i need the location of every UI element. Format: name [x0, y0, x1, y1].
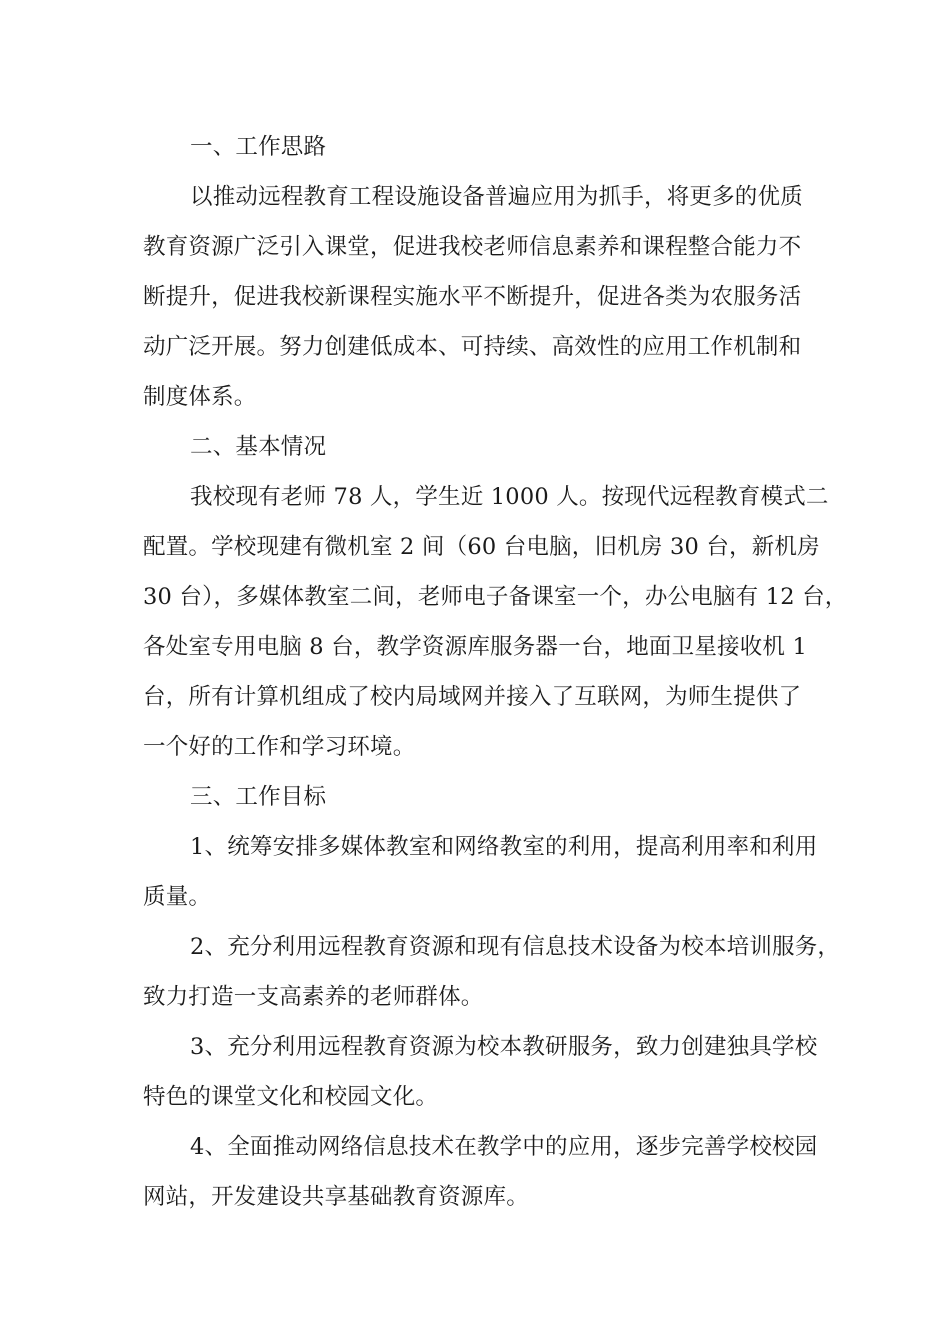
paragraph-line: 30 台），多媒体教室二间，老师电子备课室一个，办公电脑有 12 台，	[143, 584, 848, 610]
goal-item-1	[143, 822, 818, 922]
paragraph-line: 我校现有老师 78 人，学生近 1000 人。按现代远程教育模式二	[190, 484, 829, 510]
paragraph-line: 各处室专用电脑 8 台，教学资源库服务器一台，地面卫星接收机 1	[143, 634, 807, 660]
paragraph-1-1	[143, 172, 813, 422]
paragraph-line: 一个好的工作和学习环境。	[143, 734, 416, 760]
section-heading-3: 三、工作目标	[190, 784, 327, 810]
paragraph-line: 3、充分利用远程教育资源为校本教研服务，致力创建独具学校	[190, 1034, 818, 1060]
paragraph-line: 动广泛开展。努力创建低成本、可持续、高效性的应用工作机制和	[143, 334, 802, 360]
section-heading-1: 一、工作思路	[190, 134, 327, 160]
paragraph-line: 2、充分利用远程教育资源和现有信息技术设备为校本培训服务，	[190, 934, 841, 960]
paragraph-line: 教育资源广泛引入课堂，促进我校老师信息素养和课程整合能力不	[143, 234, 802, 260]
goal-item-4	[143, 1122, 818, 1222]
paragraph-line: 制度体系。	[143, 384, 257, 410]
paragraph-line: 台，所有计算机组成了校内局域网并接入了互联网，为师生提供了	[143, 684, 802, 710]
paragraph-line: 4、全面推动网络信息技术在教学中的应用，逐步完善学校校园	[190, 1134, 818, 1160]
paragraph-line: 断提升，促进我校新课程实施水平不断提升，促进各类为农服务活	[143, 284, 802, 310]
paragraph-line: 致力打造一支高素养的老师群体。	[143, 984, 484, 1010]
goal-item-3	[143, 1022, 818, 1122]
goal-item-2	[143, 922, 841, 1022]
paragraph-line: 质量。	[143, 884, 212, 910]
paragraph-line: 特色的课堂文化和校园文化。	[143, 1084, 439, 1110]
document-body	[143, 122, 848, 1222]
paragraph-2-1	[143, 472, 848, 772]
paragraph-line: 1、统筹安排多媒体教室和网络教室的利用，提高利用率和利用	[190, 834, 818, 860]
paragraph-line: 配置。学校现建有微机室 2 间（60 台电脑，旧机房 30 台，新机房	[143, 534, 820, 560]
section-heading-2: 二、基本情况	[190, 434, 327, 460]
paragraph-line: 网站，开发建设共享基础教育资源库。	[143, 1184, 529, 1210]
paragraph-line: 以推动远程教育工程设施设备普遍应用为抓手，将更多的优质	[190, 184, 803, 210]
